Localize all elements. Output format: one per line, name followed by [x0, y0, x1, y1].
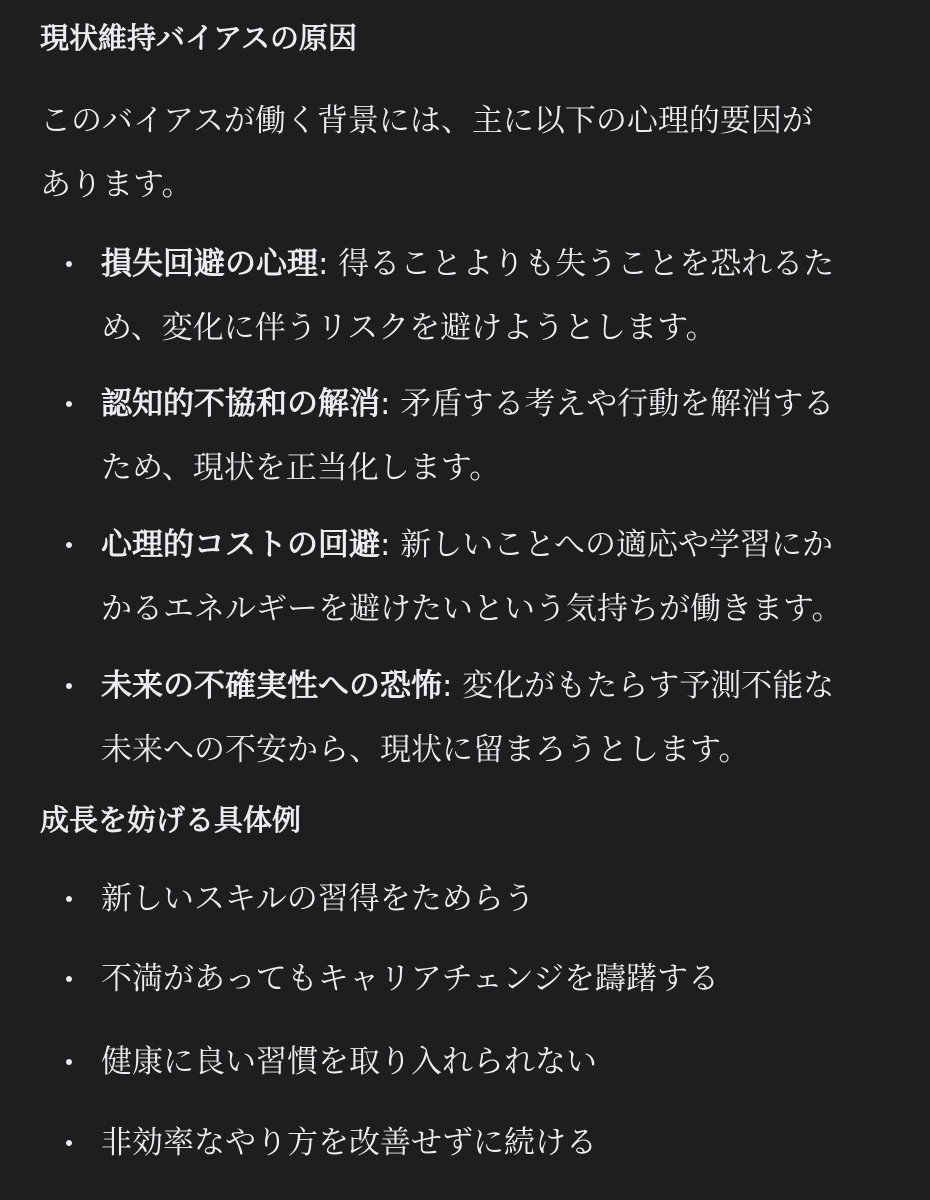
list-item — [101, 654, 901, 782]
section-heading-examples: 成長を妨げる具体例 — [40, 803, 302, 837]
item-text: 健康に良い習慣を取り入れられない — [101, 1044, 597, 1080]
bullet-icon — [66, 1059, 72, 1065]
section-heading-causes: 現状維持バイアスの原因 — [40, 21, 357, 55]
item-text: 新しいスキルの習得をためらう — [101, 881, 535, 917]
list-item — [101, 372, 901, 500]
intro-line: あります。 — [40, 167, 193, 203]
item-term: 未来の不確実性への恐怖 — [101, 668, 442, 704]
bullet-icon — [66, 261, 72, 267]
item-description: ため、現状を正当化します。 — [101, 450, 501, 486]
list-item — [101, 867, 901, 931]
item-description: め、変化に伴うリスクを避けようとします。 — [101, 310, 717, 346]
item-term: 心理的コストの回避 — [101, 527, 380, 563]
item-description: : 新しいことへの適応や学習にか — [380, 527, 834, 563]
item-term: 認知的不協和の解消 — [101, 386, 380, 422]
list-item — [101, 1030, 901, 1094]
item-description: : 得ることよりも失うことを恐れるた — [318, 246, 835, 282]
bullet-icon — [66, 976, 72, 982]
bullet-icon — [66, 401, 72, 407]
list-item — [101, 1111, 901, 1175]
bullet-icon — [66, 542, 72, 548]
list-item — [101, 947, 901, 1011]
item-description: 未来への不安から、現状に留まろうとします。 — [101, 732, 750, 768]
bullet-icon — [66, 683, 72, 689]
intro-line: このバイアスが働く背景には、主に以下の心理的要因が — [40, 103, 813, 139]
item-text: 非効率なやり方を改善せずに続ける — [101, 1125, 597, 1161]
item-description: : 変化がもたらす予測不能な — [442, 668, 835, 704]
bullet-icon — [66, 1140, 72, 1146]
item-term: 損失回避の心理 — [101, 246, 318, 282]
item-description: : 矛盾する考えや行動を解消する — [380, 386, 835, 422]
item-description: かるエネルギーを避けたいという気持ちが働きます。 — [101, 591, 843, 627]
list-item — [101, 513, 901, 641]
item-text: 不満があってもキャリアチェンジを躊躇する — [101, 961, 719, 997]
bullet-icon — [66, 896, 72, 902]
list-item — [101, 232, 901, 360]
intro-paragraph — [40, 89, 900, 217]
